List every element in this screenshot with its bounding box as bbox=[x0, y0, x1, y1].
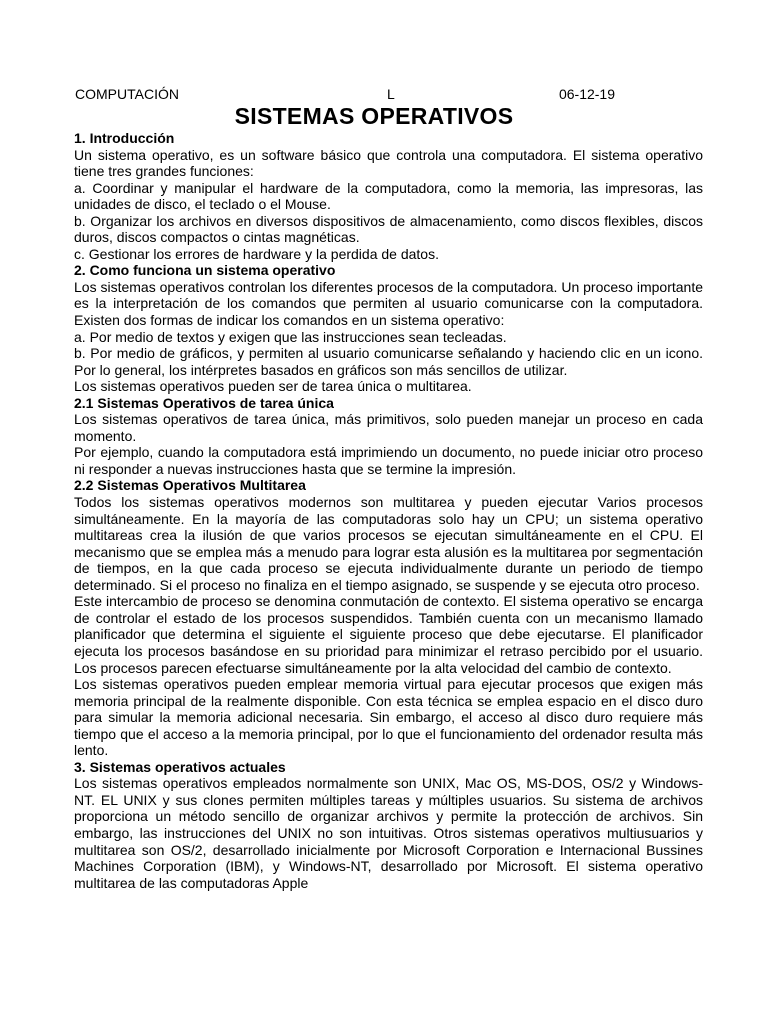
body-paragraph: c. Gestionar los errores de hardware y la perdida de datos. bbox=[74, 245, 439, 262]
body-paragraph: Los sistemas operativos controlan los diferentes procesos de la computadora. Un proceso importante es la interpretación de los comandos que permiten al usuario comunicarse con la computadora. Existen dos formas de indicar los comandos en un sistema operativo: bbox=[74, 278, 703, 329]
body-paragraph: a. Por medio de textos y exigen que las instrucciones sean tecleadas. bbox=[74, 328, 507, 345]
document-body bbox=[74, 130, 703, 891]
body-paragraph: b. Por medio de gráficos, y permiten al usuario comunicarse señalando y haciendo clic en un icono. Por lo general, los intérpretes basados en gráficos son más sencillos de utilizar. bbox=[74, 345, 703, 378]
header-letter: L bbox=[387, 86, 395, 102]
header-date: 06-12-19 bbox=[558, 86, 615, 102]
section-heading: 2. Como funciona un sistema operativo bbox=[74, 262, 336, 279]
body-paragraph: Por ejemplo, cuando la computadora está imprimiendo un documento, no puede iniciar otro proceso ni responder a nuevas instrucciones hasta que se termine la impresión. bbox=[74, 444, 703, 477]
section-heading: 3. Sistemas operativos actuales bbox=[74, 758, 286, 775]
body-paragraph: a. Coordinar y manipular el hardware de la computadora, como la memoria, las impresoras, las unidades de disco, el teclado o el Mouse. bbox=[74, 179, 703, 213]
document-header bbox=[75, 86, 615, 102]
section-heading: 2.1 Sistemas Operativos de tarea única bbox=[74, 394, 334, 411]
section-heading: 1. Introducción bbox=[74, 130, 175, 146]
body-paragraph: Los sistemas operativos pueden ser de tarea única o multitarea. bbox=[74, 378, 472, 395]
body-paragraph: Los sistemas operativos pueden emplear memoria virtual para ejecutar procesos que exigen más memoria principal de la realmente disponible. Con esta técnica se emplea espacio en el disco duro para simular la memoria adicional necesaria. Sin embargo, el acceso al disco duro requiere más tiempo que el acceso a la memoria principal, por lo que el funcionamiento del ordenador resulta más lento. bbox=[74, 676, 703, 759]
header-subject: COMPUTACIÓN bbox=[75, 86, 179, 102]
body-paragraph: Los sistemas operativos empleados normalmente son UNIX, Mac OS, MS-DOS, OS/2 y Windows-NT. EL UNIX y sus clones permiten múltiples tareas y múltiples usuarios. Su sistema de archivos proporciona un método sencillo de organizar archivos y permite la protección de archivos. Sin embargo, las instrucciones del UNIX no son intuitivas. Otros sistemas operativos multiusuarios y multitarea son OS/2, desarrollado inicialmente por Microsoft Corporation e Internacional Bussines Machines Corporation (IBM), y Windows-NT, desarrollado por Microsoft. El sistema operativo multitarea de las computadoras Apple bbox=[74, 775, 703, 891]
body-paragraph: Los sistemas operativos de tarea única, más primitivos, solo pueden manejar un proceso en cada momento. bbox=[74, 411, 703, 444]
body-paragraph: Todos los sistemas operativos modernos son multitarea y pueden ejecutar Varios procesos simultáneamente. En la mayoría de las computadoras solo hay un CPU; un sistema operativo multitareas crea la ilusión de que varios procesos se ejecutan simultáneamente en el CPU. El mecanismo que se emplea más a menudo para lograr esta alusión es la multitarea por segmentación de tiempos, en la que cada proceso se ejecuta individualmente durante un periodo de tiempo determinado. Si el proceso no finaliza en el tiempo asignado, se suspende y se ejecuta otro proceso. bbox=[74, 494, 703, 593]
body-paragraph: Un sistema operativo, es un software básico que controla una computadora. El sistema operativo tiene tres grandes funciones: bbox=[74, 146, 703, 180]
document-title: SISTEMAS OPERATIVOS bbox=[234, 103, 514, 129]
body-paragraph: b. Organizar los archivos en diversos dispositivos de almacenamiento, como discos flexibles, discos duros, discos compactos o cintas magnéticas. bbox=[74, 212, 703, 246]
body-paragraph: Este intercambio de proceso se denomina conmutación de contexto. El sistema operativo se encarga de controlar el estado de los procesos suspendidos. También cuenta con un mecanismo llamado planificador que determina el siguiente el siguiente proceso que debe ejecutarse. El planificador ejecuta los procesos basándose en su prioridad para minimizar el retraso percibido por el usuario. Los procesos parecen efectuarse simultáneamente por la alta velocidad del cambio de contexto. bbox=[74, 593, 703, 676]
section-heading: 2.2 Sistemas Operativos Multitarea bbox=[74, 477, 306, 494]
